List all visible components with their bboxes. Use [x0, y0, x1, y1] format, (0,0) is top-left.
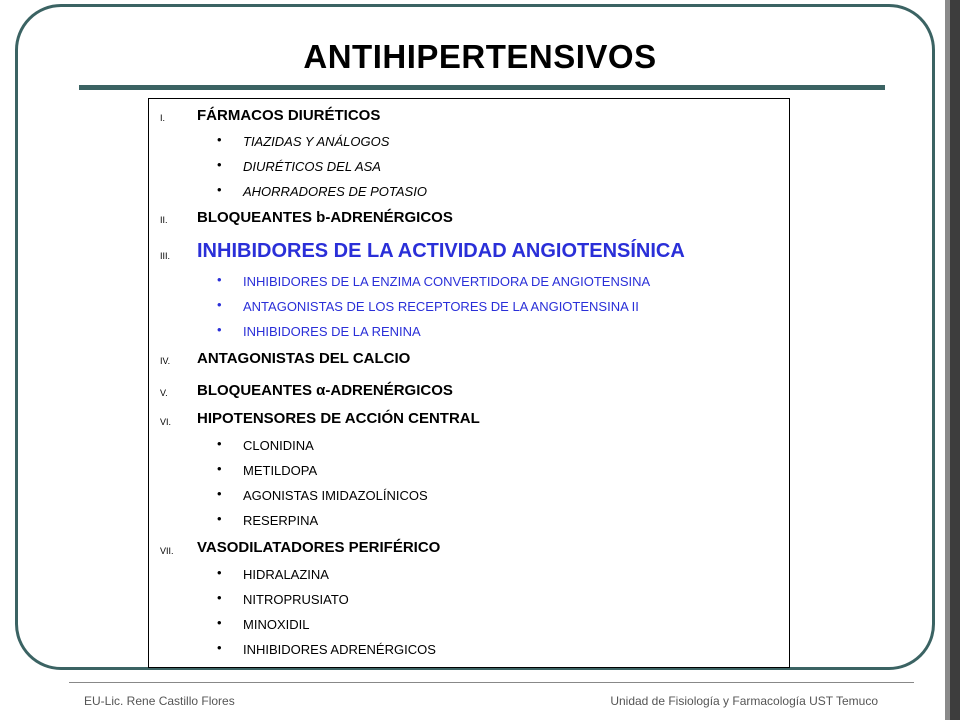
bullet-icon: •: [217, 132, 222, 147]
list-item: AGONISTAS IMIDAZOLÍNICOS: [243, 488, 428, 503]
bullet-icon: •: [217, 157, 222, 172]
section-heading: BLOQUEANTES b-ADRENÉRGICOS: [197, 209, 453, 226]
section-number: V.: [160, 388, 168, 398]
section-number: IV.: [160, 356, 171, 366]
list-item: HIDRALAZINA: [243, 567, 329, 582]
section-number: VII.: [160, 546, 174, 556]
list-item: METILDOPA: [243, 463, 318, 478]
bullet-icon: •: [217, 272, 222, 287]
footer-institution: Unidad de Fisiología y Farmacología UST Temuco: [610, 694, 878, 708]
bullet-icon: •: [217, 461, 222, 476]
title-divider: [79, 85, 885, 90]
section-number: I.: [160, 113, 166, 123]
list-item: TIAZIDAS Y ANÁLOGOS: [243, 134, 390, 149]
list-item: NITROPRUSIATO: [243, 592, 349, 607]
list-item: CLONIDINA: [243, 438, 314, 453]
bullet-icon: •: [217, 640, 222, 655]
bullet-icon: •: [217, 436, 222, 451]
bullet-icon: •: [217, 590, 222, 605]
bullet-icon: •: [217, 486, 222, 501]
list-item: INHIBIDORES DE LA ENZIMA CONVERTIDORA DE ANGIOTENSINA: [243, 274, 651, 289]
list-item: RESERPINA: [243, 513, 319, 528]
section-heading: VASODILATADORES PERIFÉRICO: [197, 539, 441, 556]
section-heading: HIPOTENSORES DE ACCIÓN CENTRAL: [197, 410, 480, 427]
list-item: INHIBIDORES ADRENÉRGICOS: [243, 642, 436, 657]
section-heading: FÁRMACOS DIURÉTICOS: [197, 107, 381, 124]
section-number: II.: [160, 215, 168, 225]
content-box: [148, 98, 790, 668]
section-number: VI.: [160, 417, 172, 427]
list-item: DIURÉTICOS DEL ASA: [243, 159, 381, 174]
bullet-icon: •: [217, 322, 222, 337]
bullet-icon: •: [217, 615, 222, 630]
list-item: MINOXIDIL: [243, 617, 310, 632]
footer-author: EU-Lic. Rene Castillo Flores: [84, 694, 235, 708]
window-edge: [950, 0, 960, 720]
footer-divider: [69, 682, 914, 683]
section-heading: BLOQUEANTES α-ADRENÉRGICOS: [197, 382, 453, 399]
list-item: ANTAGONISTAS DE LOS RECEPTORES DE LA ANGIOTENSINA II: [243, 299, 639, 314]
section-heading-highlight: INHIBIDORES DE LA ACTIVIDAD ANGIOTENSÍNICA: [197, 240, 685, 262]
slide-title: ANTIHIPERTENSIVOS: [303, 38, 657, 75]
list-item: INHIBIDORES DE LA RENINA: [243, 324, 421, 339]
bullet-icon: •: [217, 511, 222, 526]
list-item: AHORRADORES DE POTASIO: [243, 184, 427, 199]
section-heading: ANTAGONISTAS DEL CALCIO: [197, 350, 411, 367]
section-number: III.: [160, 251, 171, 261]
bullet-icon: •: [217, 565, 222, 580]
bullet-icon: •: [217, 297, 222, 312]
bullet-icon: •: [217, 182, 222, 197]
